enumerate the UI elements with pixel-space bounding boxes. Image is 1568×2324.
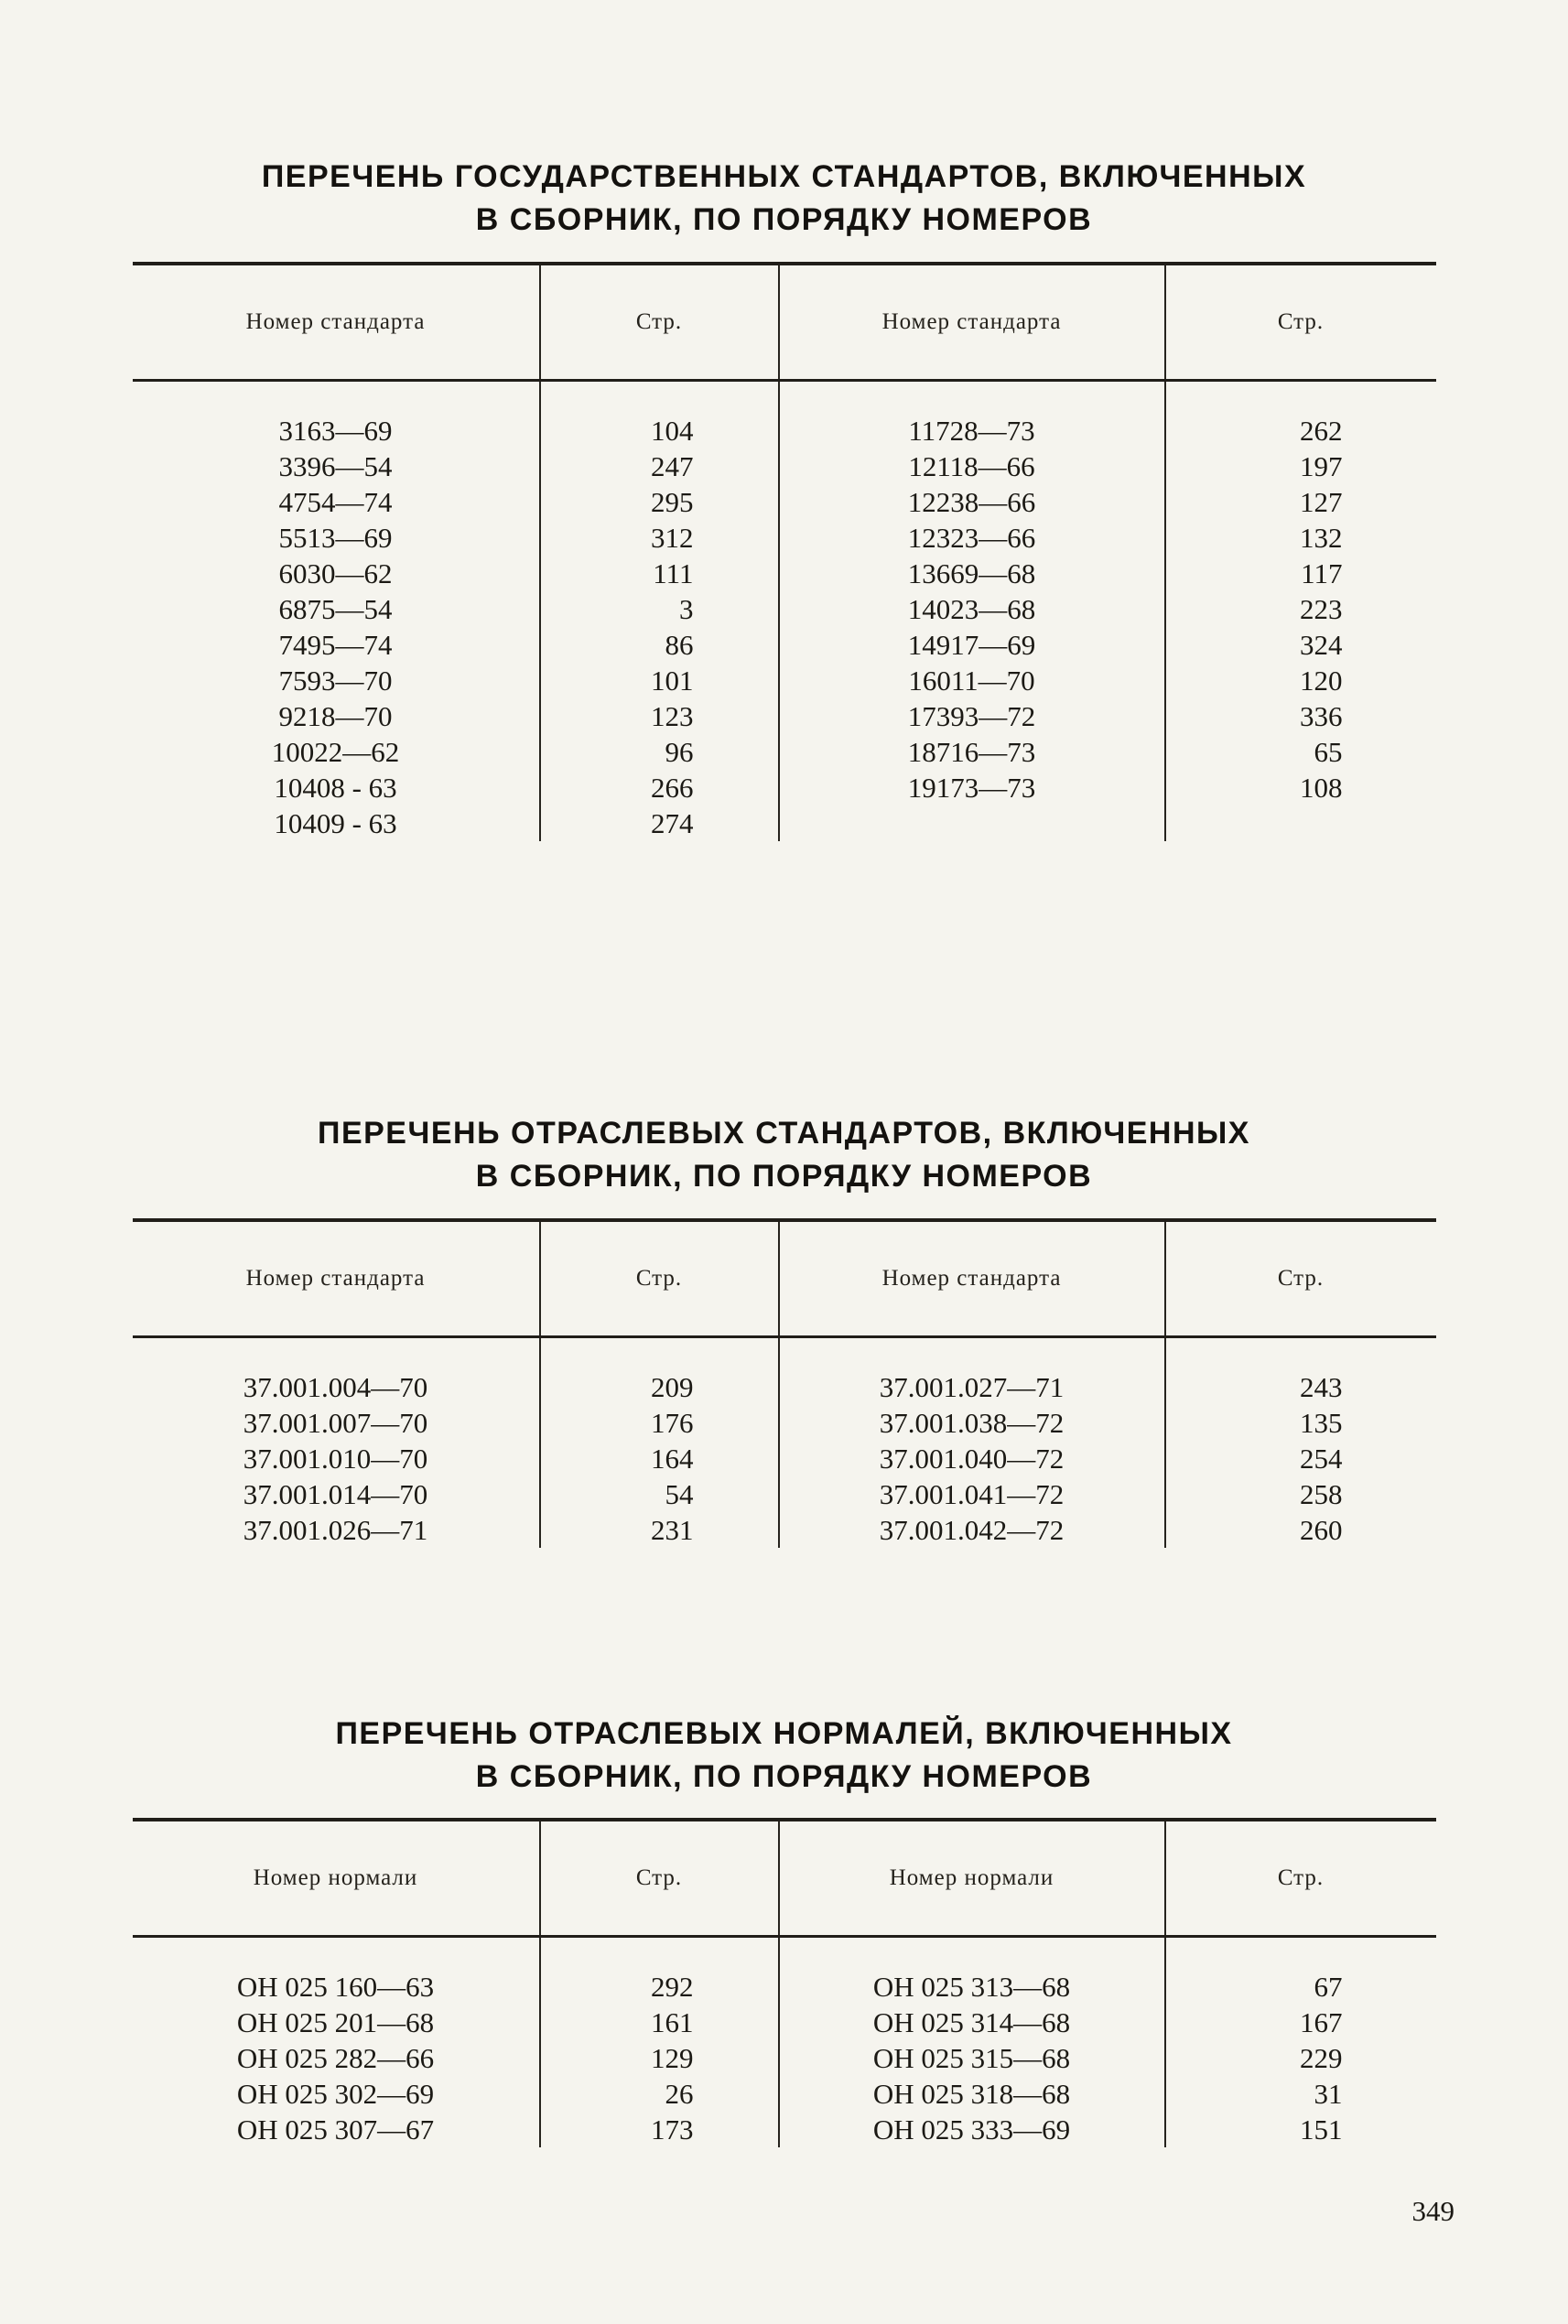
section-title-line-2: В СБОРНИК, ПО ПОРЯДКУ НОМЕРОВ — [475, 1758, 1093, 1794]
standard-number-cell: 37.001.004—70 — [243, 1370, 428, 1403]
table-row — [133, 449, 1436, 484]
page-number-cell: 65 — [1165, 734, 1436, 770]
table-row — [133, 2040, 1436, 2076]
column-header-page-left: Стр. — [540, 1820, 779, 1937]
page-number-cell: 123 — [540, 698, 779, 734]
table-row — [133, 2112, 1436, 2147]
table-row — [133, 2005, 1436, 2040]
page-number-cell: 262 — [1165, 380, 1436, 449]
section-title — [0, 1713, 1568, 1799]
standard-number-cell: 10022—62 — [271, 735, 400, 768]
page-number-cell: 258 — [1165, 1476, 1436, 1512]
page-number-cell: 247 — [540, 449, 779, 484]
column-header-normal-number-right: Номер нормали — [779, 1820, 1165, 1937]
page-number-cell: 176 — [540, 1405, 779, 1441]
table-row — [133, 591, 1436, 627]
standard-number-cell: 4754—74 — [278, 485, 393, 518]
page-number-cell: 229 — [1165, 2040, 1436, 2076]
page-number-cell: 129 — [540, 2040, 779, 2076]
column-header-standard-number-left: Номер стандарта — [133, 1220, 540, 1337]
page-number-cell: 151 — [1165, 2112, 1436, 2147]
standard-number-cell: 37.001.026—71 — [243, 1513, 428, 1546]
standard-number-cell: ОН 025 307—67 — [236, 2113, 435, 2146]
page-number-cell: 108 — [1165, 770, 1436, 805]
page-number-cell: 260 — [1165, 1512, 1436, 1548]
page-number-cell: 132 — [1165, 520, 1436, 556]
column-header-standard-number-right: Номер стандарта — [779, 1220, 1165, 1337]
standard-number-cell: 13669—68 — [779, 556, 1165, 591]
table-row — [133, 1937, 1436, 2005]
standard-number-cell: 37.001.014—70 — [243, 1477, 428, 1510]
page-number-cell: 31 — [1165, 2076, 1436, 2112]
table-row — [133, 698, 1436, 734]
section-title-line-2: В СБОРНИК, ПО ПОРЯДКУ НОМЕРОВ — [475, 201, 1093, 237]
page-number-cell: 104 — [540, 380, 779, 449]
table-header — [133, 1820, 1436, 1937]
page-number-cell: 54 — [540, 1476, 779, 1512]
standard-number-cell: ОН 025 315—68 — [779, 2040, 1165, 2076]
header-row — [133, 1220, 1436, 1337]
table-row — [133, 484, 1436, 520]
standard-number-cell: ОН 025 313—68 — [779, 1937, 1165, 2005]
standard-number-cell: 7495—74 — [278, 628, 393, 661]
page-number-cell: 86 — [540, 627, 779, 663]
page-number-cell: 336 — [1165, 698, 1436, 734]
table-header — [133, 1220, 1436, 1337]
standard-number-cell: 17393—72 — [779, 698, 1165, 734]
standard-number-cell: 16011—70 — [779, 663, 1165, 698]
table-row — [133, 2076, 1436, 2112]
table-row — [133, 1336, 1436, 1405]
column-header-page-right: Стр. — [1165, 1820, 1436, 1937]
standard-number-cell: 10408 - 63 — [274, 771, 397, 804]
page-number-cell: 3 — [540, 591, 779, 627]
industry-normals-index-section — [0, 1713, 1568, 2148]
page-number-cell: 111 — [540, 556, 779, 591]
page-number: 349 — [1411, 2195, 1454, 2227]
page-number-cell: 274 — [540, 805, 779, 841]
column-header-normal-number-left: Номер нормали — [133, 1820, 540, 1937]
standard-number-cell: ОН 025 282—66 — [236, 2042, 435, 2075]
standard-number-cell: 3396—54 — [278, 449, 393, 482]
header-row — [133, 1820, 1436, 1937]
table-header — [133, 264, 1436, 381]
standard-number-cell: 18716—73 — [779, 734, 1165, 770]
section-title-line-2: В СБОРНИК, ПО ПОРЯДКУ НОМЕРОВ — [475, 1158, 1093, 1194]
table-row — [133, 663, 1436, 698]
page-number-cell: 324 — [1165, 627, 1436, 663]
industry-standards-table — [133, 1218, 1436, 1548]
page-number-cell: 223 — [1165, 591, 1436, 627]
standard-number-cell: 9218—70 — [278, 699, 393, 732]
standard-number-cell: 12118—66 — [779, 449, 1165, 484]
state-standards-table — [133, 262, 1436, 841]
section-title-line-1: ПЕРЕЧЕНЬ ОТРАСЛЕВЫХ НОРМАЛЕЙ, ВКЛЮЧЕННЫХ — [335, 1715, 1233, 1751]
standard-number-cell: 37.001.042—72 — [779, 1512, 1165, 1548]
page-number-cell: 231 — [540, 1512, 779, 1548]
page-number-cell: 266 — [540, 770, 779, 805]
column-header-page-right: Стр. — [1165, 1220, 1436, 1337]
page-number-cell: 173 — [540, 2112, 779, 2147]
column-header-standard-number-left: Номер стандарта — [133, 264, 540, 381]
column-header-page-right: Стр. — [1165, 264, 1436, 381]
standard-number-cell: 12238—66 — [779, 484, 1165, 520]
industry-normals-table — [133, 1818, 1436, 2147]
header-row — [133, 264, 1436, 381]
standard-number-cell: ОН 025 333—69 — [779, 2112, 1165, 2147]
table-row — [133, 627, 1436, 663]
column-header-page-left: Стр. — [540, 264, 779, 381]
page-number-cell: 127 — [1165, 484, 1436, 520]
page-number-cell: 161 — [540, 2005, 779, 2040]
page-number-cell: 167 — [1165, 2005, 1436, 2040]
table-row — [133, 1476, 1436, 1512]
section-title-line-1: ПЕРЕЧЕНЬ ОТРАСЛЕВЫХ СТАНДАРТОВ, ВКЛЮЧЕННЫХ — [318, 1115, 1250, 1151]
column-header-page-left: Стр. — [540, 1220, 779, 1337]
standard-number-cell: ОН 025 160—63 — [236, 1971, 435, 2004]
page-number-cell: 67 — [1165, 1937, 1436, 2005]
table-row — [133, 380, 1436, 449]
standard-number-cell: 37.001.010—70 — [243, 1442, 428, 1475]
section-title — [0, 1112, 1568, 1198]
section-title — [0, 156, 1568, 242]
page-number-cell: 96 — [540, 734, 779, 770]
standard-number-cell — [779, 805, 1165, 841]
page-number-cell: 254 — [1165, 1441, 1436, 1476]
table-row — [133, 734, 1436, 770]
page-number-cell: 164 — [540, 1441, 779, 1476]
standard-number-cell: ОН 025 201—68 — [236, 2006, 435, 2039]
table-row — [133, 1441, 1436, 1476]
standard-number-cell: 7593—70 — [278, 664, 393, 697]
page-number-cell: 26 — [540, 2076, 779, 2112]
standard-number-cell: ОН 025 302—69 — [236, 2078, 435, 2111]
page-number-cell: 243 — [1165, 1336, 1436, 1405]
page-number-cell: 120 — [1165, 663, 1436, 698]
standard-number-cell: 11728—73 — [779, 380, 1165, 449]
standard-number-cell: 6875—54 — [278, 592, 393, 625]
table-row — [133, 520, 1436, 556]
table-row — [133, 805, 1436, 841]
standard-number-cell: 19173—73 — [779, 770, 1165, 805]
page-number-cell: 209 — [540, 1336, 779, 1405]
table-row — [133, 770, 1436, 805]
page-number-cell: 101 — [540, 663, 779, 698]
standard-number-cell: 37.001.038—72 — [779, 1405, 1165, 1441]
standard-number-cell: 6030—62 — [278, 557, 393, 589]
standard-number-cell: 14917—69 — [779, 627, 1165, 663]
page-number-cell: 197 — [1165, 449, 1436, 484]
page-number-cell: 135 — [1165, 1405, 1436, 1441]
table-body — [133, 380, 1436, 841]
standard-number-cell: 37.001.007—70 — [243, 1406, 428, 1439]
section-title-line-1: ПЕРЕЧЕНЬ ГОСУДАРСТВЕННЫХ СТАНДАРТОВ, ВКЛЮЧЕННЫХ — [261, 159, 1307, 194]
standard-number-cell: 14023—68 — [779, 591, 1165, 627]
industry-standards-index-section — [0, 1112, 1568, 1548]
page-number-cell — [1165, 805, 1436, 841]
page-number-cell: 312 — [540, 520, 779, 556]
standard-number-cell: 3163—69 — [278, 414, 393, 447]
page-number-cell: 117 — [1165, 556, 1436, 591]
table-body — [133, 1937, 1436, 2148]
page-number-cell: 295 — [540, 484, 779, 520]
standard-number-cell: ОН 025 318—68 — [779, 2076, 1165, 2112]
standard-number-cell: 10409 - 63 — [274, 806, 397, 839]
standard-number-cell: 5513—69 — [278, 521, 393, 554]
standard-number-cell: 37.001.040—72 — [779, 1441, 1165, 1476]
column-header-standard-number-right: Номер стандарта — [779, 264, 1165, 381]
table-row — [133, 556, 1436, 591]
standard-number-cell: 37.001.041—72 — [779, 1476, 1165, 1512]
table-row — [133, 1512, 1436, 1548]
standard-number-cell: 37.001.027—71 — [779, 1336, 1165, 1405]
table-body — [133, 1336, 1436, 1548]
standard-number-cell: ОН 025 314—68 — [779, 2005, 1165, 2040]
state-standards-index-section — [0, 156, 1568, 841]
page-number-cell: 292 — [540, 1937, 779, 2005]
table-row — [133, 1405, 1436, 1441]
standard-number-cell: 12323—66 — [779, 520, 1165, 556]
